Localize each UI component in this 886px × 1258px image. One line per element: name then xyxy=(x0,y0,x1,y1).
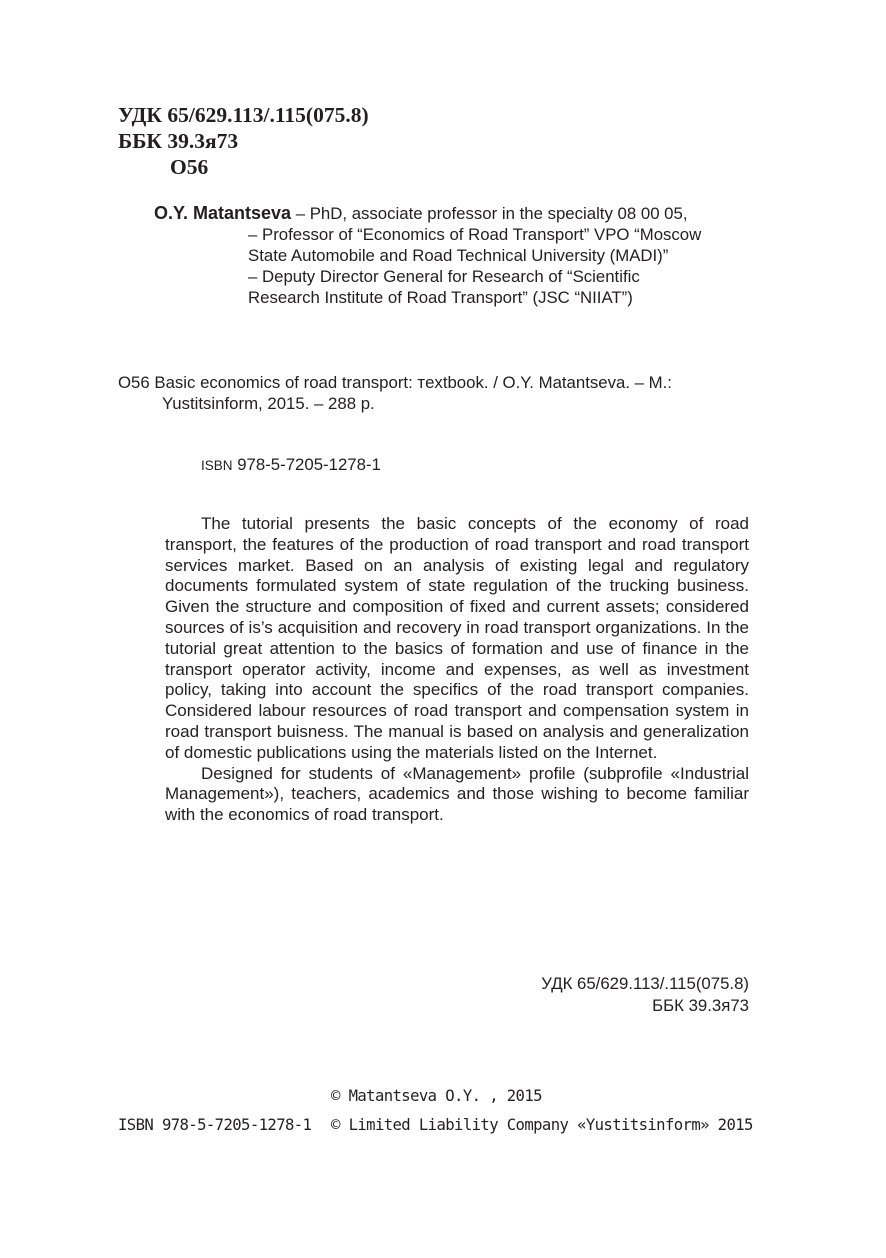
abstract-paragraph-2: Designed for students of «Management» profile (subprofile «Industrial Management»), teachers, academics and those wishing to become familiar with the economics of road transport. xyxy=(165,763,749,825)
bbk-code-right: ББК 39.3я73 xyxy=(652,996,749,1015)
author-line-4: – Deputy Director General for Research of “Scientific xyxy=(248,267,640,286)
isbn-label: ISBN xyxy=(201,458,233,473)
citation-line-1: O56 Basic economics of road transport: тextbook. / O.Y. Matantseva. – M.: xyxy=(118,373,672,392)
abstract-paragraph-1: The tutorial presents the basic concepts of the economy of road transport, the features of the production of road transport and road transport services market. Based on an analysis of existing legal and regulatory documents formulated system of state regulation of the trucking business. Given the structure and composition of fixed and current assets; considered sources of is’s acquisition and recovery in road transport organizations. In the tutorial great attention to the basics of formation and use of finance in the transport operator activity, income and expenses, as well as investment policy, taking into account the specifics of the road transport companies. Considered labour resources of road transport and compensation system in road transport buisness. The manual is based on analysis and generalization of domestic publications using the materials listed on the Internet. xyxy=(165,514,749,762)
author-mark-code: O56 xyxy=(170,155,209,179)
udk-code-right: УДК 65/629.113/.115(075.8) xyxy=(541,974,749,993)
abstract xyxy=(165,514,749,826)
copyright-publisher: © Limited Liability Company «Yustitsinform» 2015 xyxy=(331,1116,753,1134)
citation-line-2: Yustitsinform, 2015. – 288 p. xyxy=(162,394,375,413)
copyright-author: © Matantseva O.Y. , 2015 xyxy=(331,1087,542,1105)
isbn-number: 978-5-7205-1278-1 xyxy=(237,455,381,474)
copyright-isbn: ISBN 978-5-7205-1278-1 xyxy=(118,1116,312,1134)
bbk-code: ББК 39.3я73 xyxy=(118,129,239,153)
author-line-3: State Automobile and Road Technical University (MADI)” xyxy=(248,246,669,265)
author-credentials: – PhD, associate professor in the specialty 08 00 05, xyxy=(291,204,688,223)
author-line-1 xyxy=(154,203,688,224)
isbn-line xyxy=(201,454,381,476)
udk-code: УДК 65/629.113/.115(075.8) xyxy=(118,103,369,127)
author-line-5: Research Institute of Road Transport” (JSC “NIIAT”) xyxy=(248,288,633,307)
author-name: O.Y. Matantseva xyxy=(154,203,292,223)
author-line-2: – Professor of “Economics of Road Transport” VPO “Moscow xyxy=(248,225,702,244)
